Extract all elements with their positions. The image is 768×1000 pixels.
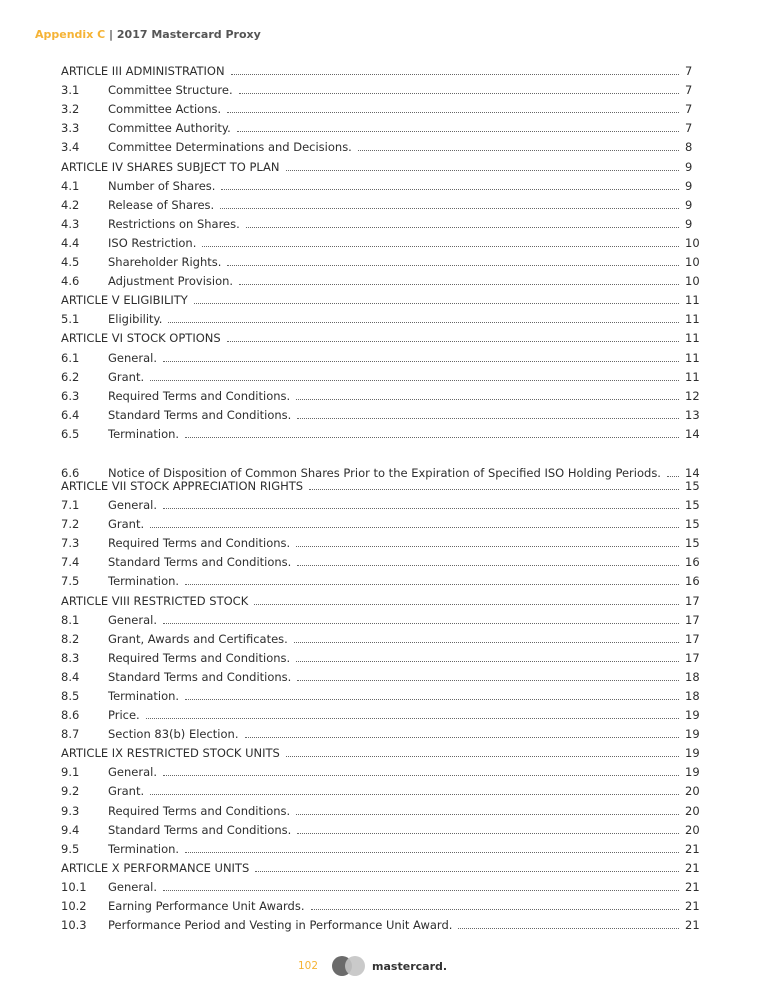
dot-leader [185,437,679,438]
entry-title: Committee Authority. [108,121,231,136]
entry-page-number: 11 [685,350,700,365]
section-number: 9.5 [61,841,80,856]
dot-leader [296,814,679,815]
entry-page-number: 9 [685,216,693,231]
entry-page-number: 7 [685,64,693,79]
entry-title: Restrictions on Shares. [108,216,240,231]
entry-title: ARTICLE IX RESTRICTED STOCK UNITS [61,746,280,761]
dot-leader [296,399,679,400]
section-number: 6.4 [61,407,80,422]
toc-section-entry[interactable] [61,250,701,269]
entry-page-number: 11 [685,331,700,346]
entry-title: Release of Shares. [108,197,215,212]
entry-page-number: 16 [685,555,700,570]
entry-page-number: 18 [685,669,700,684]
toc-section-entry[interactable] [61,493,701,512]
dot-leader [150,794,679,795]
entry-page-number: 13 [685,407,700,422]
toc-section-entry[interactable] [61,174,701,193]
toc-section-entry[interactable] [61,608,701,627]
entry-page-number: 15 [685,478,700,493]
toc-section-entry[interactable] [61,212,701,231]
dot-leader [150,527,679,528]
section-number: 4.1 [61,178,80,193]
entry-page-number: 18 [685,689,700,703]
entry-page-number: 11 [685,312,700,327]
dot-leader [297,680,679,681]
toc-section-entry[interactable] [61,307,701,326]
entry-title: ARTICLE IV SHARES SUBJECT TO PLAN [61,159,280,174]
entry-title: Section 83(b) Election. [108,727,239,742]
section-number: 4.5 [61,255,80,270]
section-number: 8.2 [61,631,80,646]
entry-title: Grant, Awards and Certificates. [108,631,288,646]
toc-article-entry[interactable] [61,326,701,345]
dot-leader [231,74,679,75]
toc-section-entry[interactable] [61,78,701,97]
toc-section-entry[interactable] [61,569,701,588]
entry-page-number: 12 [685,388,700,403]
dot-leader [255,871,679,872]
entry-title: ARTICLE X PERFORMANCE UNITS [61,860,250,875]
entry-page-number: 14 [685,426,700,441]
section-number: 9.3 [61,803,80,818]
toc-section-entry[interactable] [61,894,701,913]
entry-title: ARTICLE VIII RESTRICTED STOCK [61,593,249,608]
dot-leader [309,489,679,490]
toc-section-entry[interactable] [61,403,701,422]
entry-title: ARTICLE III ADMINISTRATION [61,64,225,79]
entry-title: Earning Performance Unit Awards. [108,899,305,914]
document-title: 2017 Mastercard Proxy [116,28,261,41]
toc-section-entry[interactable] [61,97,701,116]
toc-section-entry[interactable] [61,422,701,441]
entry-page-number: 21 [685,841,700,856]
entry-page-number: 19 [685,765,700,780]
dot-leader [296,546,679,547]
entry-page-number: 17 [685,593,700,608]
entry-title: Required Terms and Conditions. [108,388,291,403]
entry-page-number: 17 [685,612,700,627]
entry-page-number: 8 [685,140,693,155]
toc-section-entry[interactable] [61,665,701,684]
entry-title: General. [108,765,157,780]
dot-leader [245,737,680,738]
toc-section-entry[interactable] [61,447,701,480]
toc-section-entry[interactable] [61,779,701,798]
section-number: 4.2 [61,197,80,212]
dot-leader [297,418,679,419]
toc-section-entry[interactable] [61,837,701,856]
entry-page-number: 11 [685,293,700,308]
entry-title: Price. [108,708,140,723]
entry-title: ARTICLE VII STOCK APPRECIATION RIGHTS [61,478,304,493]
dot-leader [311,909,680,910]
dot-leader [246,227,679,228]
mastercard-logo-icon [332,956,366,976]
entry-title: General. [108,612,157,627]
header-separator: | [105,28,117,41]
dot-leader [168,322,679,323]
entry-page-number: 7 [685,102,693,117]
section-number: 8.3 [61,650,80,665]
section-number: 10.3 [61,918,87,933]
dot-leader [286,170,679,171]
entry-page-number: 20 [685,784,700,799]
section-number: 10.2 [61,899,87,914]
section-number: 7.2 [61,517,80,532]
dot-leader [163,508,679,509]
entry-title: Required Terms and Conditions. [108,803,291,818]
section-number: 4.6 [61,274,80,289]
entry-page-number: 10 [685,235,700,250]
section-number: 6.3 [61,388,80,403]
dot-leader [358,150,679,151]
toc-section-entry[interactable] [61,722,701,741]
section-number: 6.2 [61,369,80,384]
entry-page-number: 15 [685,498,700,513]
entry-title: Performance Period and Vesting in Performance Unit Award. [108,918,453,933]
section-number: 4.4 [61,235,80,250]
entry-title: Required Terms and Conditions. [108,536,291,551]
entry-page-number: 19 [685,746,700,761]
entry-title: Standard Terms and Conditions. [108,822,292,837]
toc-section-entry[interactable] [61,875,701,894]
entry-title: Number of Shares. [108,178,216,193]
toc-section-entry[interactable] [61,646,701,665]
dot-leader [297,833,679,834]
toc-section-entry[interactable] [61,193,701,212]
entry-page-number: 9 [685,178,693,193]
page-number: 102 [298,960,319,972]
entry-title: ARTICLE V ELIGIBILITY [61,293,188,308]
page-header [35,28,261,41]
dot-leader [254,604,679,605]
entry-page-number: 19 [685,727,700,742]
entry-title: Required Terms and Conditions. [108,650,291,665]
entry-title: Standard Terms and Conditions. [108,669,292,684]
entry-page-number: 17 [685,631,700,646]
entry-title: ISO Restriction. [108,235,197,250]
toc-section-entry[interactable] [61,365,701,384]
section-number: 8.4 [61,669,80,684]
section-number: 9.4 [61,822,80,837]
section-number: 7.5 [61,574,80,589]
entry-page-number: 21 [685,918,700,933]
section-number: 8.7 [61,727,80,742]
entry-title: Grant. [108,369,145,384]
entry-title: Standard Terms and Conditions. [108,555,292,570]
entry-page-number: 9 [685,159,693,174]
toc-section-entry[interactable] [61,135,701,154]
toc-section-entry[interactable] [61,627,701,646]
toc-article-entry[interactable] [61,154,701,173]
section-number: 7.3 [61,536,80,551]
entry-title: Committee Structure. [108,83,233,98]
entry-page-number: 9 [685,197,693,212]
entry-page-number: 17 [685,650,700,665]
section-number: 9.2 [61,784,80,799]
dot-leader [202,246,679,247]
dot-leader [185,584,679,585]
toc-section-entry[interactable] [61,913,701,932]
dot-leader [458,928,679,929]
toc-section-entry[interactable] [61,269,701,288]
dot-leader [163,361,679,362]
section-number: 4.3 [61,216,80,231]
table-of-contents [61,59,701,932]
section-number: 6.5 [61,426,80,441]
dot-leader [163,775,679,776]
page-footer [298,956,447,976]
toc-section-entry[interactable] [61,231,701,250]
section-number: 8.6 [61,708,80,723]
entry-page-number: 21 [685,899,700,914]
toc-article-entry[interactable] [61,288,701,307]
toc-section-entry[interactable] [61,818,701,837]
entry-page-number: 15 [685,536,700,551]
entry-title: Eligibility. [108,312,163,327]
dot-leader [667,476,679,477]
dot-leader [150,380,679,381]
toc-article-entry[interactable] [61,588,701,607]
section-number: 3.4 [61,140,80,155]
dot-leader [146,718,679,719]
entry-page-number: 21 [685,860,700,875]
toc-article-entry[interactable] [61,856,701,875]
dot-leader [286,756,679,757]
dot-leader [239,93,679,94]
toc-section-entry[interactable] [61,798,701,817]
section-number: 8.1 [61,612,80,627]
entry-title: General. [108,350,157,365]
entry-title: Grant. [108,517,145,532]
entry-title: Termination. [108,689,180,703]
entry-page-number: 10 [685,274,700,289]
dot-leader [194,303,679,304]
section-number: 3.1 [61,83,80,98]
dot-leader [227,341,679,342]
entry-title: ARTICLE VI STOCK OPTIONS [61,331,221,346]
entry-title: General. [108,879,157,894]
entry-title: Termination. [108,841,180,856]
entry-title: Termination. [108,574,180,589]
dot-leader [185,699,679,700]
dot-leader [163,890,679,891]
dot-leader [185,852,679,853]
toc-section-entry[interactable] [61,760,701,779]
dot-leader [294,642,679,643]
entry-title: General. [108,498,157,513]
section-number: 3.2 [61,102,80,117]
dot-leader [163,623,679,624]
entry-page-number: 16 [685,574,700,589]
dot-leader [220,208,679,209]
dot-leader [221,189,679,190]
entry-title: Shareholder Rights. [108,255,222,270]
section-number: 7.1 [61,498,80,513]
toc-section-entry[interactable] [61,512,701,531]
toc-article-entry[interactable] [61,741,701,760]
toc-section-entry[interactable] [61,531,701,550]
entry-title: Standard Terms and Conditions. [108,407,292,422]
section-number: 8.5 [61,689,80,703]
toc-section-entry[interactable] [61,684,701,703]
entry-page-number: 20 [685,803,700,818]
brand-wordmark: mastercard. [372,959,448,973]
section-number: 10.1 [61,879,87,894]
entry-page-number: 14 [685,465,700,480]
toc-section-entry[interactable] [61,384,701,403]
toc-section-entry[interactable] [61,550,701,569]
entry-title: Adjustment Provision. [108,274,234,289]
entry-page-number: 10 [685,255,700,270]
section-number: 9.1 [61,765,80,780]
toc-section-entry[interactable] [61,703,701,722]
dot-leader [239,284,679,285]
entry-title: Committee Determinations and Decisions. [108,140,352,155]
dot-leader [297,565,679,566]
entry-page-number: 20 [685,822,700,837]
entry-title: Termination. [108,426,180,441]
entry-page-number: 21 [685,879,700,894]
dot-leader [227,112,679,113]
dot-leader [237,131,679,132]
section-number: 6.1 [61,350,80,365]
entry-title: Committee Actions. [108,102,222,117]
section-number: 3.3 [61,121,80,136]
entry-title: Grant. [108,784,145,799]
toc-section-entry[interactable] [61,116,701,135]
entry-page-number: 7 [685,121,693,136]
toc-section-entry[interactable] [61,345,701,364]
section-number: 6.6 [61,465,80,480]
entry-page-number: 19 [685,708,700,723]
section-number: 5.1 [61,312,80,327]
entry-title: Notice of Disposition of Common Shares Prior to the Expiration of Specified ISO Holding Periods. [108,465,661,480]
appendix-label: Appendix C [35,28,106,41]
toc-article-entry[interactable] [61,59,701,78]
entry-page-number: 15 [685,517,700,532]
dot-leader [227,265,679,266]
dot-leader [296,661,679,662]
entry-page-number: 7 [685,83,693,98]
entry-page-number: 11 [685,369,700,384]
section-number: 7.4 [61,555,80,570]
